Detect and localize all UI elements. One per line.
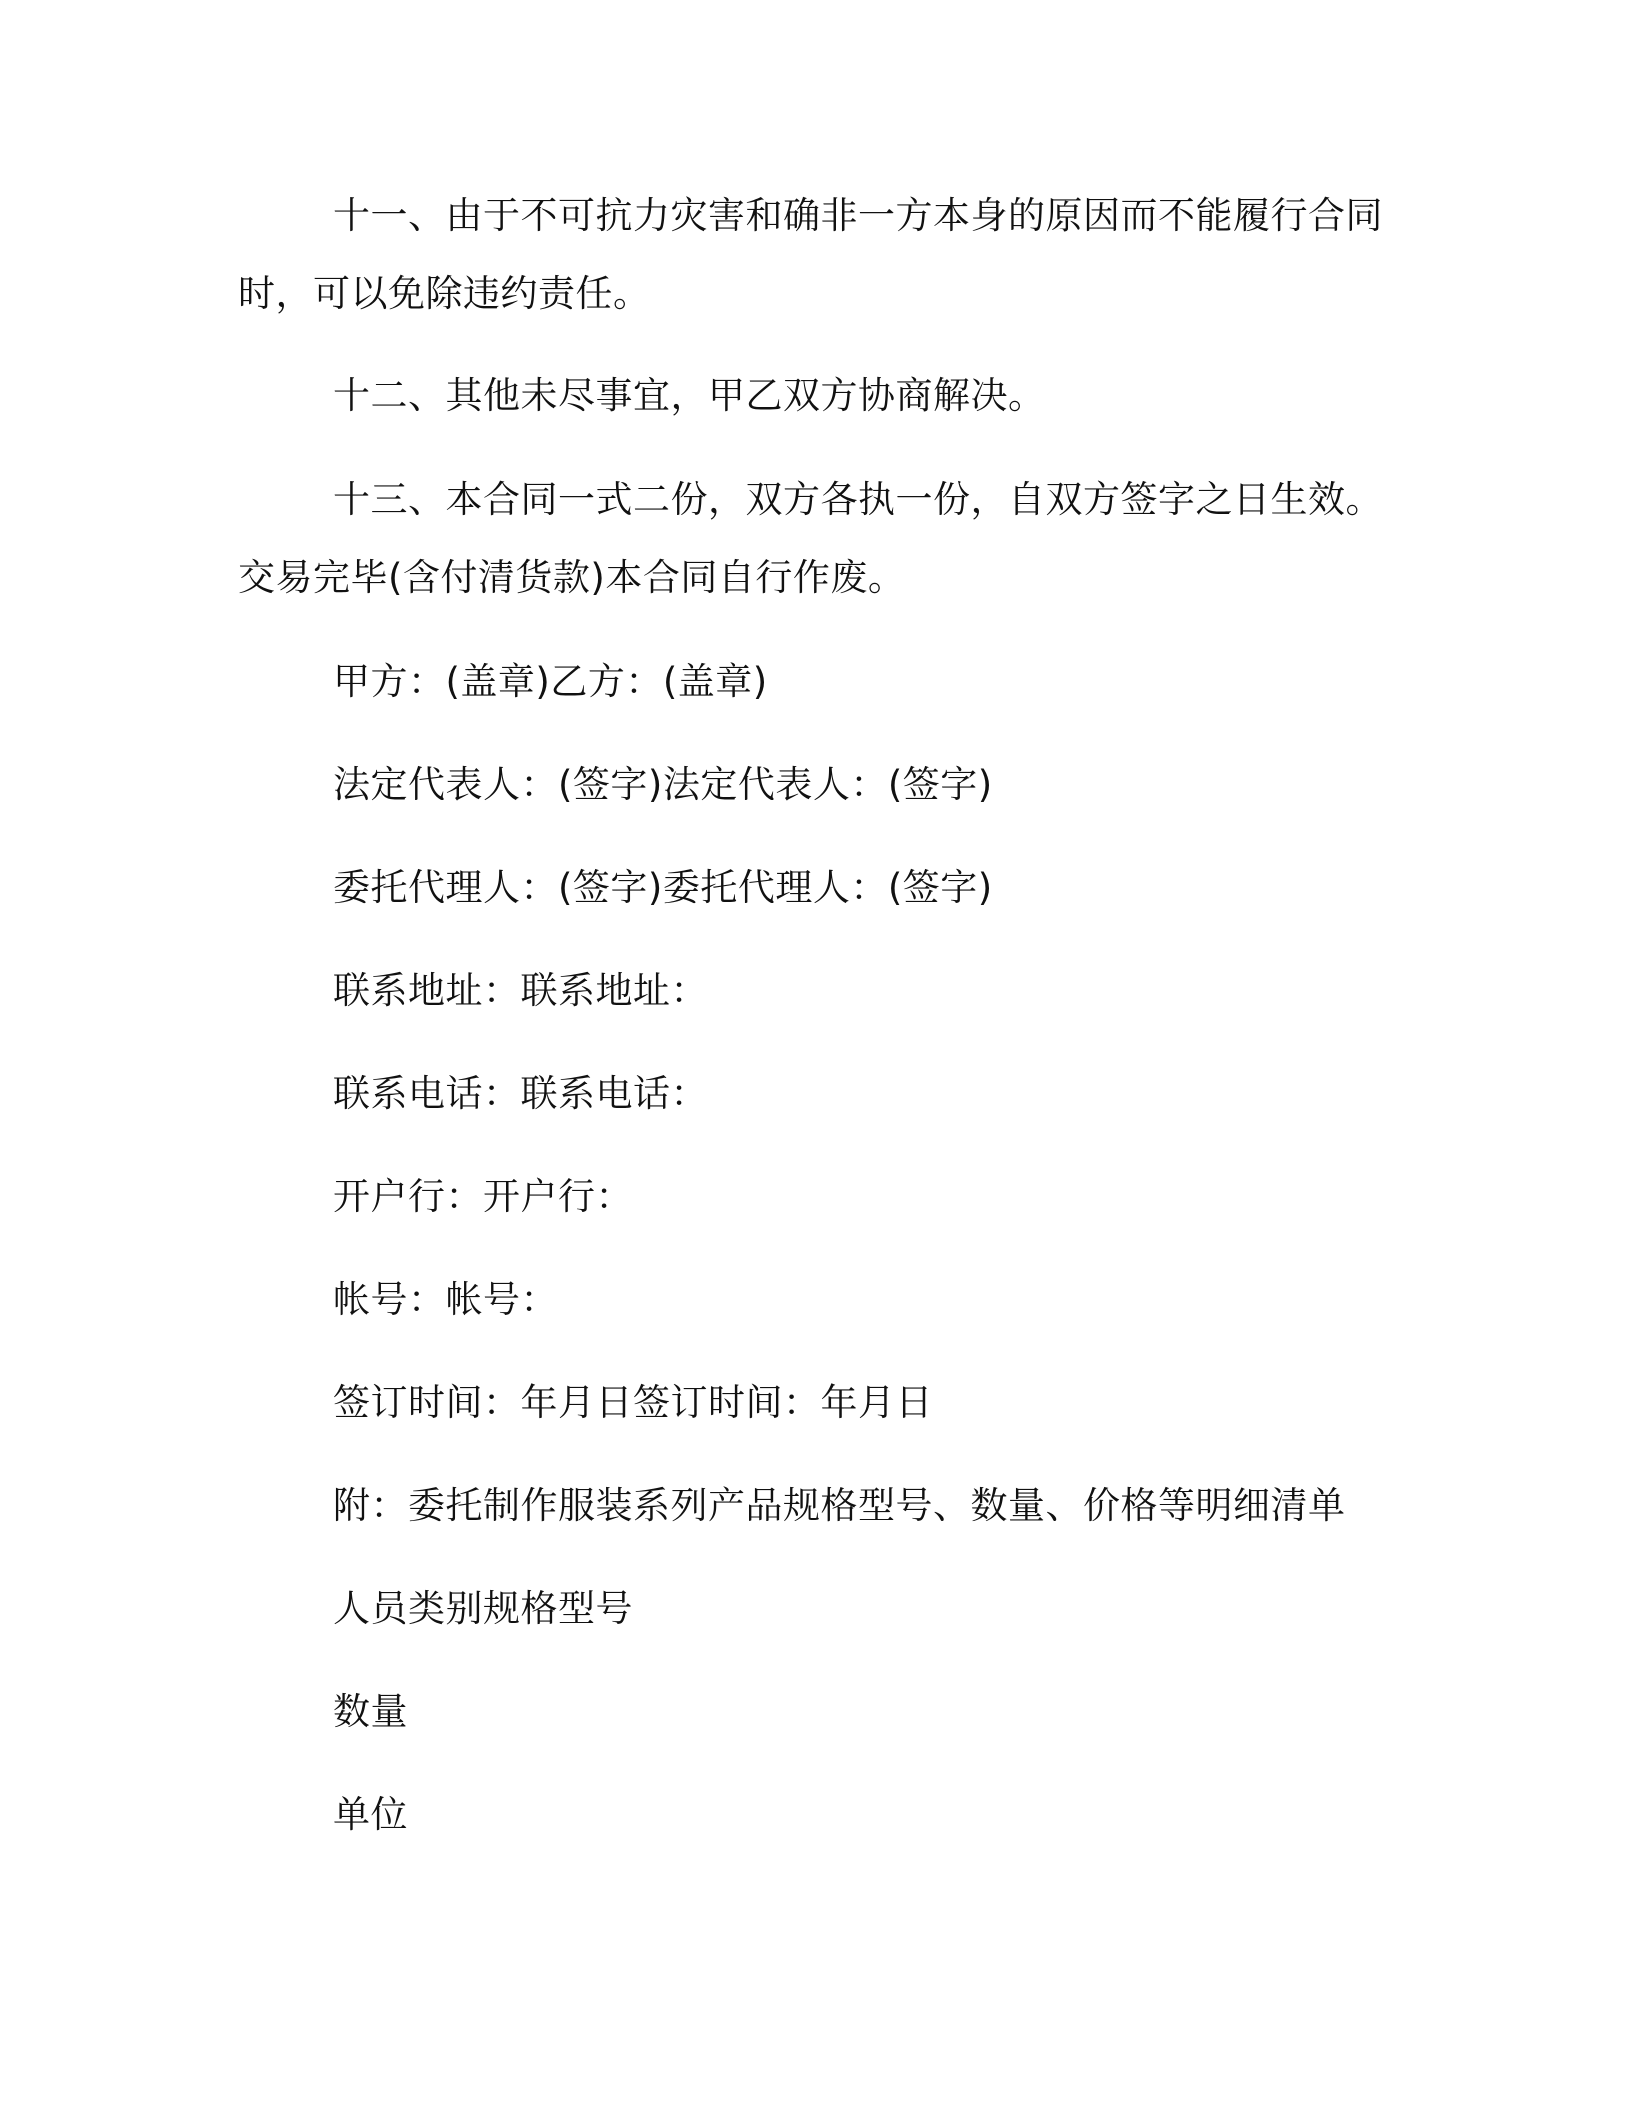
clause-11-line-2: 时，可以免除违约责任。 [238, 272, 651, 315]
clause-13-line-2: 交易完毕(含付清货款)本合同自行作废。 [238, 556, 906, 599]
clause-13-line-1: 十三、本合同一式二份，双方各执一份，自双方签字之日生效。 [333, 478, 1383, 521]
account-number-line: 帐号：帐号： [333, 1278, 558, 1321]
clause-12: 十二、其他未尽事宜，甲乙双方协商解决。 [333, 374, 1046, 417]
appendix-title: 附：委托制作服装系列产品规格型号、数量、价格等明细清单 [333, 1484, 1346, 1527]
signing-date-line: 签订时间：年月日签订时间：年月日 [333, 1381, 933, 1424]
party-seal-line: 甲方：(盖章)乙方：(盖章) [333, 660, 768, 703]
bank-line: 开户行：开户行： [333, 1175, 633, 1218]
legal-representative-line: 法定代表人：(签字)法定代表人：(签字) [333, 763, 993, 806]
contact-phone-line: 联系电话：联系电话： [333, 1072, 708, 1115]
clause-11-line-1: 十一、由于不可抗力灾害和确非一方本身的原因而不能履行合同 [333, 194, 1383, 237]
authorized-agent-line: 委托代理人：(签字)委托代理人：(签字) [333, 866, 993, 909]
contact-address-line: 联系地址：联系地址： [333, 969, 708, 1012]
appendix-column-quantity: 数量 [333, 1690, 408, 1733]
appendix-column-unit: 单位 [333, 1793, 408, 1836]
appendix-column-category-spec: 人员类别规格型号 [333, 1587, 633, 1630]
